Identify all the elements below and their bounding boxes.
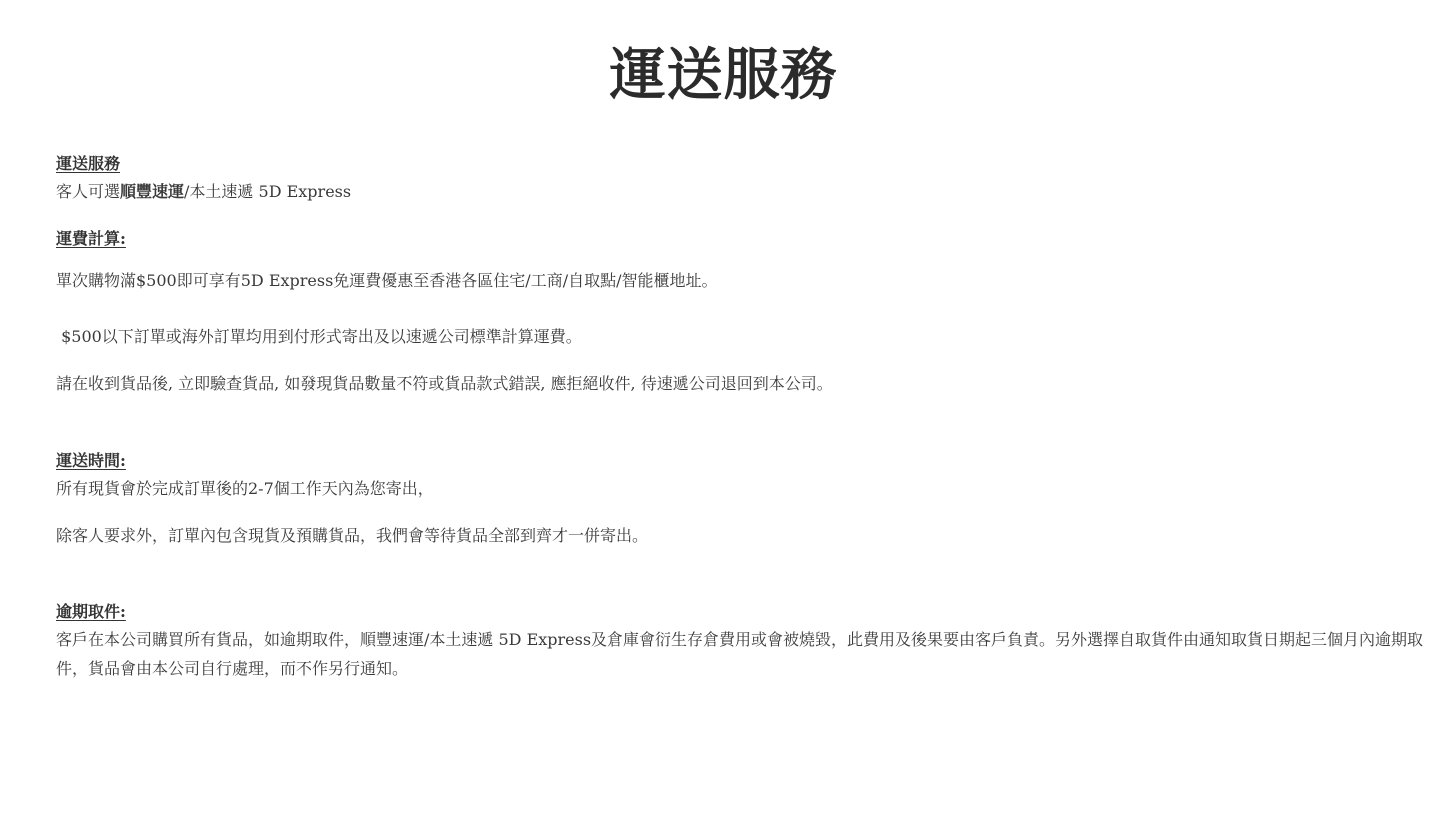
delivery-service-options bbox=[56, 179, 351, 205]
sf-express-label: 順豐速運 bbox=[120, 182, 185, 201]
free-shipping-text: 單次購物滿$500即可享有5D Express免運費優惠至香港各區住宅/工商/自取點/智能櫃地址。 bbox=[56, 271, 718, 290]
delivery-service-heading: 運送服務 bbox=[56, 154, 121, 173]
inspect-goods-text: 請在收到貨品後, 立即驗查貨品, 如發現貨品數量不符或貨品款式錯誤, 應拒絕收件, 待速遞公司退回到本公司。 bbox=[56, 374, 833, 393]
under-500-text: $500以下訂單或海外訂單均用到付形式寄出及以速遞公司標準計算運費。 bbox=[56, 327, 582, 346]
overdue-pickup-heading: 逾期取件: bbox=[56, 602, 126, 621]
delivery-time-heading: 運送時間: bbox=[56, 451, 126, 470]
page-title: 運送服務 bbox=[609, 42, 838, 108]
overdue-pickup-text: 客戶在本公司購買所有貨品，如逾期取件，順豐速運/本土速遞 5D Express及倉庫會衍生存倉費用或會被燒毀，此費用及後果要由客戶負責。另外選擇自取貨件由通知取貨日期起三個月內逾期取件，貨品會由本公司自行處理，而不作另行通知。 bbox=[56, 630, 1424, 678]
in-stock-dispatch-text: 所有現貨會於完成訂單後的2-7個工作天內為您寄出， bbox=[56, 479, 434, 498]
delivery-service-suffix: /本土速遞 5D Express bbox=[184, 182, 352, 201]
shipping-fee-heading: 運費計算: bbox=[56, 229, 126, 248]
preorder-dispatch-text: 除客人要求外，訂單內包含現貨及預購貨品，我們會等待貨品全部到齊才一併寄出。 bbox=[56, 526, 649, 545]
delivery-service-prefix: 客人可選 bbox=[56, 182, 121, 201]
